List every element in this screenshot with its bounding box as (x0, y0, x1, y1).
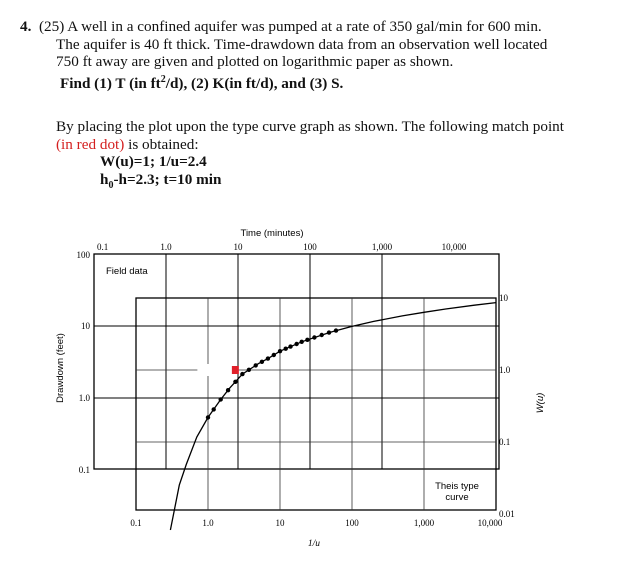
field-data-point (260, 360, 264, 364)
field-data-point (278, 349, 282, 353)
top-tick-label: 1.0 (160, 242, 172, 252)
right-tick-label: 0.1 (499, 437, 511, 447)
field-data-point (233, 380, 237, 384)
problem-text-1: (25) A well in a confined aquifer was pumped at a rate of 350 gal/min for 600 min. (38, 18, 542, 35)
problem-number: 4. (20, 18, 32, 35)
match-values-2: $h_0-h=2.3$; t=10 min (100, 170, 222, 191)
field-data-point (300, 340, 304, 344)
top-tick-label: 0.1 (97, 242, 109, 252)
field-data-point (266, 356, 270, 360)
left-tick-label: 10 (81, 321, 90, 331)
match-point-highlight (197, 364, 233, 376)
field-data-point (294, 342, 298, 346)
match-line-2: (in red dot) is obtained: (56, 135, 199, 153)
grid-lines (94, 254, 499, 510)
red-dot-note: (in red dot) (56, 135, 125, 153)
match-line-1: By placing the plot upon the type curve graph as shown. The following match point (56, 118, 564, 135)
right-axis-label: W(u) (535, 392, 546, 414)
field-data-point (327, 330, 331, 334)
problem-line-2: The aquifer is 40 ft thick. Time-drawdown data from an observation well located (56, 35, 548, 53)
field-data-label: Field data (106, 266, 148, 277)
left-tick-label: 1.0 (78, 393, 90, 403)
field-data-point (240, 372, 244, 376)
bottom-tick-label: 1.0 (202, 518, 214, 528)
curve-label-line-2: curve (445, 492, 469, 503)
field-data-point (254, 363, 258, 367)
top-tick-label: 10,000 (441, 242, 467, 252)
bottom-tick-label: 10 (275, 518, 285, 528)
problem-find: Find (1) T (in $ft^2/d$), (2) K(in ft/d), and (3) S. (60, 73, 344, 92)
field-data-point (284, 347, 288, 351)
field-data-point (272, 353, 276, 357)
bottom-tick-label: 0.1 (130, 518, 142, 528)
match-point-marker (232, 366, 239, 374)
left-tick-label: 100 (76, 250, 90, 260)
field-data-frame (94, 254, 499, 469)
curve-label-line-1: Theis type (435, 481, 479, 492)
field-data-point (219, 397, 223, 401)
field-data-point (247, 368, 251, 372)
top-tick-label: 100 (303, 242, 317, 252)
field-data-point (212, 407, 216, 411)
field-data-point (305, 338, 309, 342)
match-values-1: W(u)=1; 1/u=2.4 (100, 153, 207, 171)
field-data-point (312, 335, 316, 339)
right-tick-label: 1.0 (499, 365, 511, 375)
field-data-point (320, 333, 324, 337)
field-data-point (226, 388, 230, 392)
bottom-axis-label: 1/u (307, 539, 321, 549)
bottom-tick-label: 1,000 (413, 518, 435, 528)
bottom-tick-label: 100 (345, 518, 359, 528)
field-data-point (334, 328, 338, 332)
bottom-tick-label: 10,000 (477, 518, 503, 528)
top-tick-label: 10 (233, 242, 243, 252)
problem-line-3: 750 ft away are given and plotted on logarithmic paper as shown. (56, 53, 454, 71)
field-data-point (206, 415, 210, 419)
right-tick-label: 10 (499, 293, 508, 303)
top-axis-label: Time (minutes) (240, 228, 304, 239)
field-data-point (288, 344, 292, 348)
right-tick-label: 0.01 (499, 509, 515, 519)
left-tick-label: 0.1 (78, 465, 90, 475)
top-tick-label: 1,000 (371, 242, 393, 252)
left-axis-label: Drawdown (feet) (55, 333, 66, 403)
